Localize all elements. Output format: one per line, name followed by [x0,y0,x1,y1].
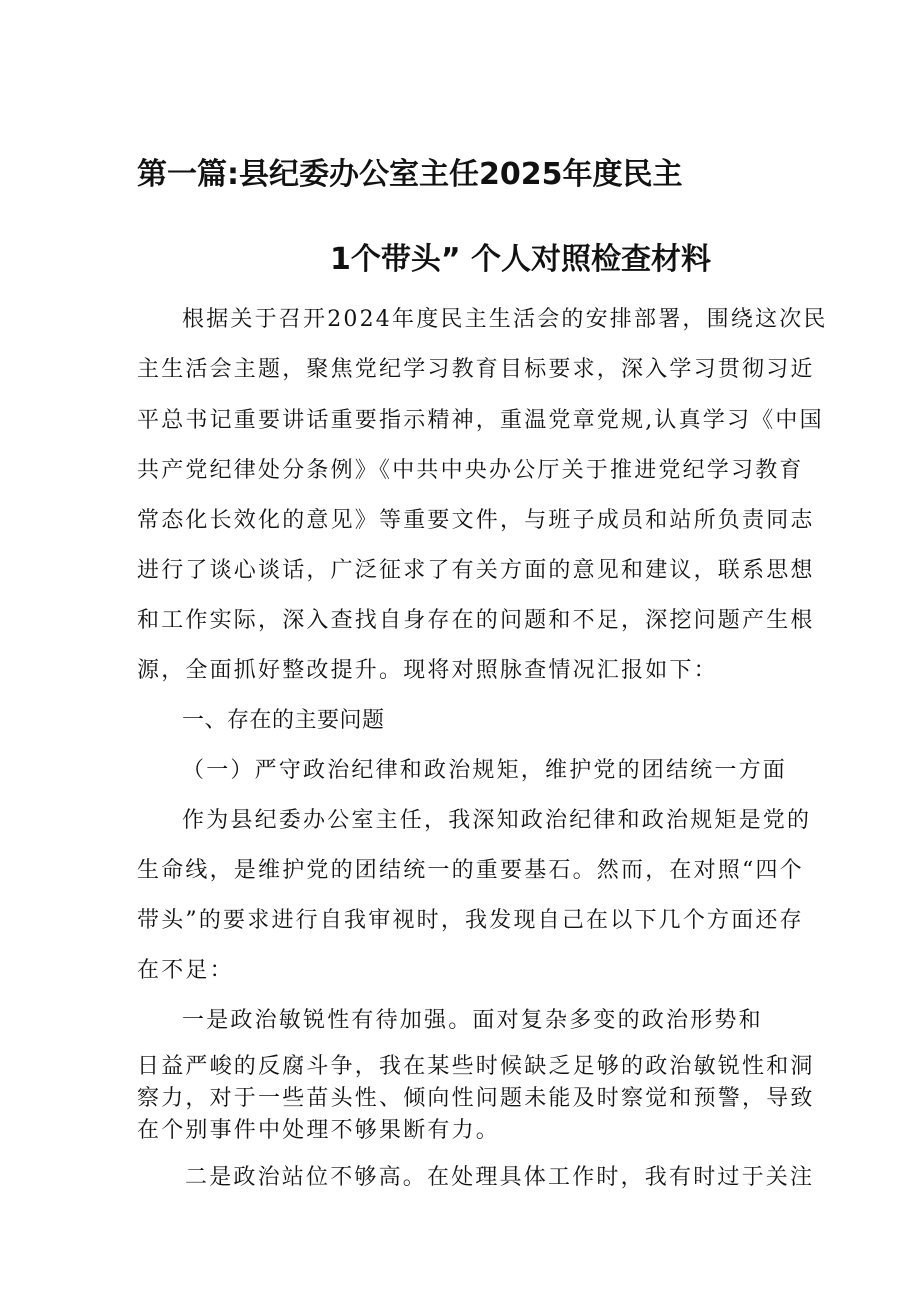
intro-line: 常态化长效化的意见》等重要文件，与班子成员和站所负责同志 [137,508,815,533]
intro-line: 进行了谈心谈话，广泛征求了有关方面的意见和建议，联系思想 [137,558,815,583]
paragraph-line: 在不足： [137,958,234,983]
paragraph-line: 作为县纪委办公室主任，我深知政治纪律和政治规矩是党的 [182,808,812,833]
paragraph-line: 察力，对于一些苗头性、倾向性问题未能及时察觉和预警，导致 [137,1086,815,1111]
subsection-heading: （一）严守政治纪律和政治规矩，维护党的团结统一方面 [182,758,788,783]
paragraph-line: 二是政治站位不够高。在处理具体工作时，我有时过于关注 [185,1165,815,1190]
paragraph-line: 一是政治敏锐性有待加强。面对复杂多变的政治形势和 [182,1008,763,1033]
paragraph-line: 生命线，是维护党的团结统一的重要基石。然而，在对照“四个 [137,858,804,883]
intro-line: 主生活会主题，聚焦党纪学习教育目标要求，深入学习贯彻习近 [137,357,815,382]
intro-line: 源，全面抓好整改提升。现将对照脉查情况汇报如下： [137,658,718,683]
section-heading: 一、存在的主要问题 [182,708,385,733]
paragraph-line: 日益严峻的反腐斗争，我在某些时候缺乏足够的政治敏锐性和洞 [137,1054,815,1079]
intro-line: 和工作实际，深入查找自身存在的问题和不足，深挖问题产生根 [137,608,815,633]
intro-line: 共产党纪律处分条例》《中共中央办公厅关于推进党纪学习教育 [137,458,804,483]
paragraph-line: 带头”的要求进行自我审视时，我发现自己在以下几个方面还存 [137,908,804,933]
paragraph-line: 在个别事件中处理不够果断有力。 [137,1118,501,1143]
document-title-line-1: 第一篇:县纪委办公室主任2025年度民主 [137,157,683,192]
intro-line: 平总书记重要讲话重要指示精神，重温党章党规,认真学习《中国 [137,408,824,433]
intro-line: 根据关于召开2024年度民主生活会的安排部署，围绕这次民 [182,307,828,332]
document-title-line-2: 1个带头” 个人对照检查材料 [330,242,712,277]
